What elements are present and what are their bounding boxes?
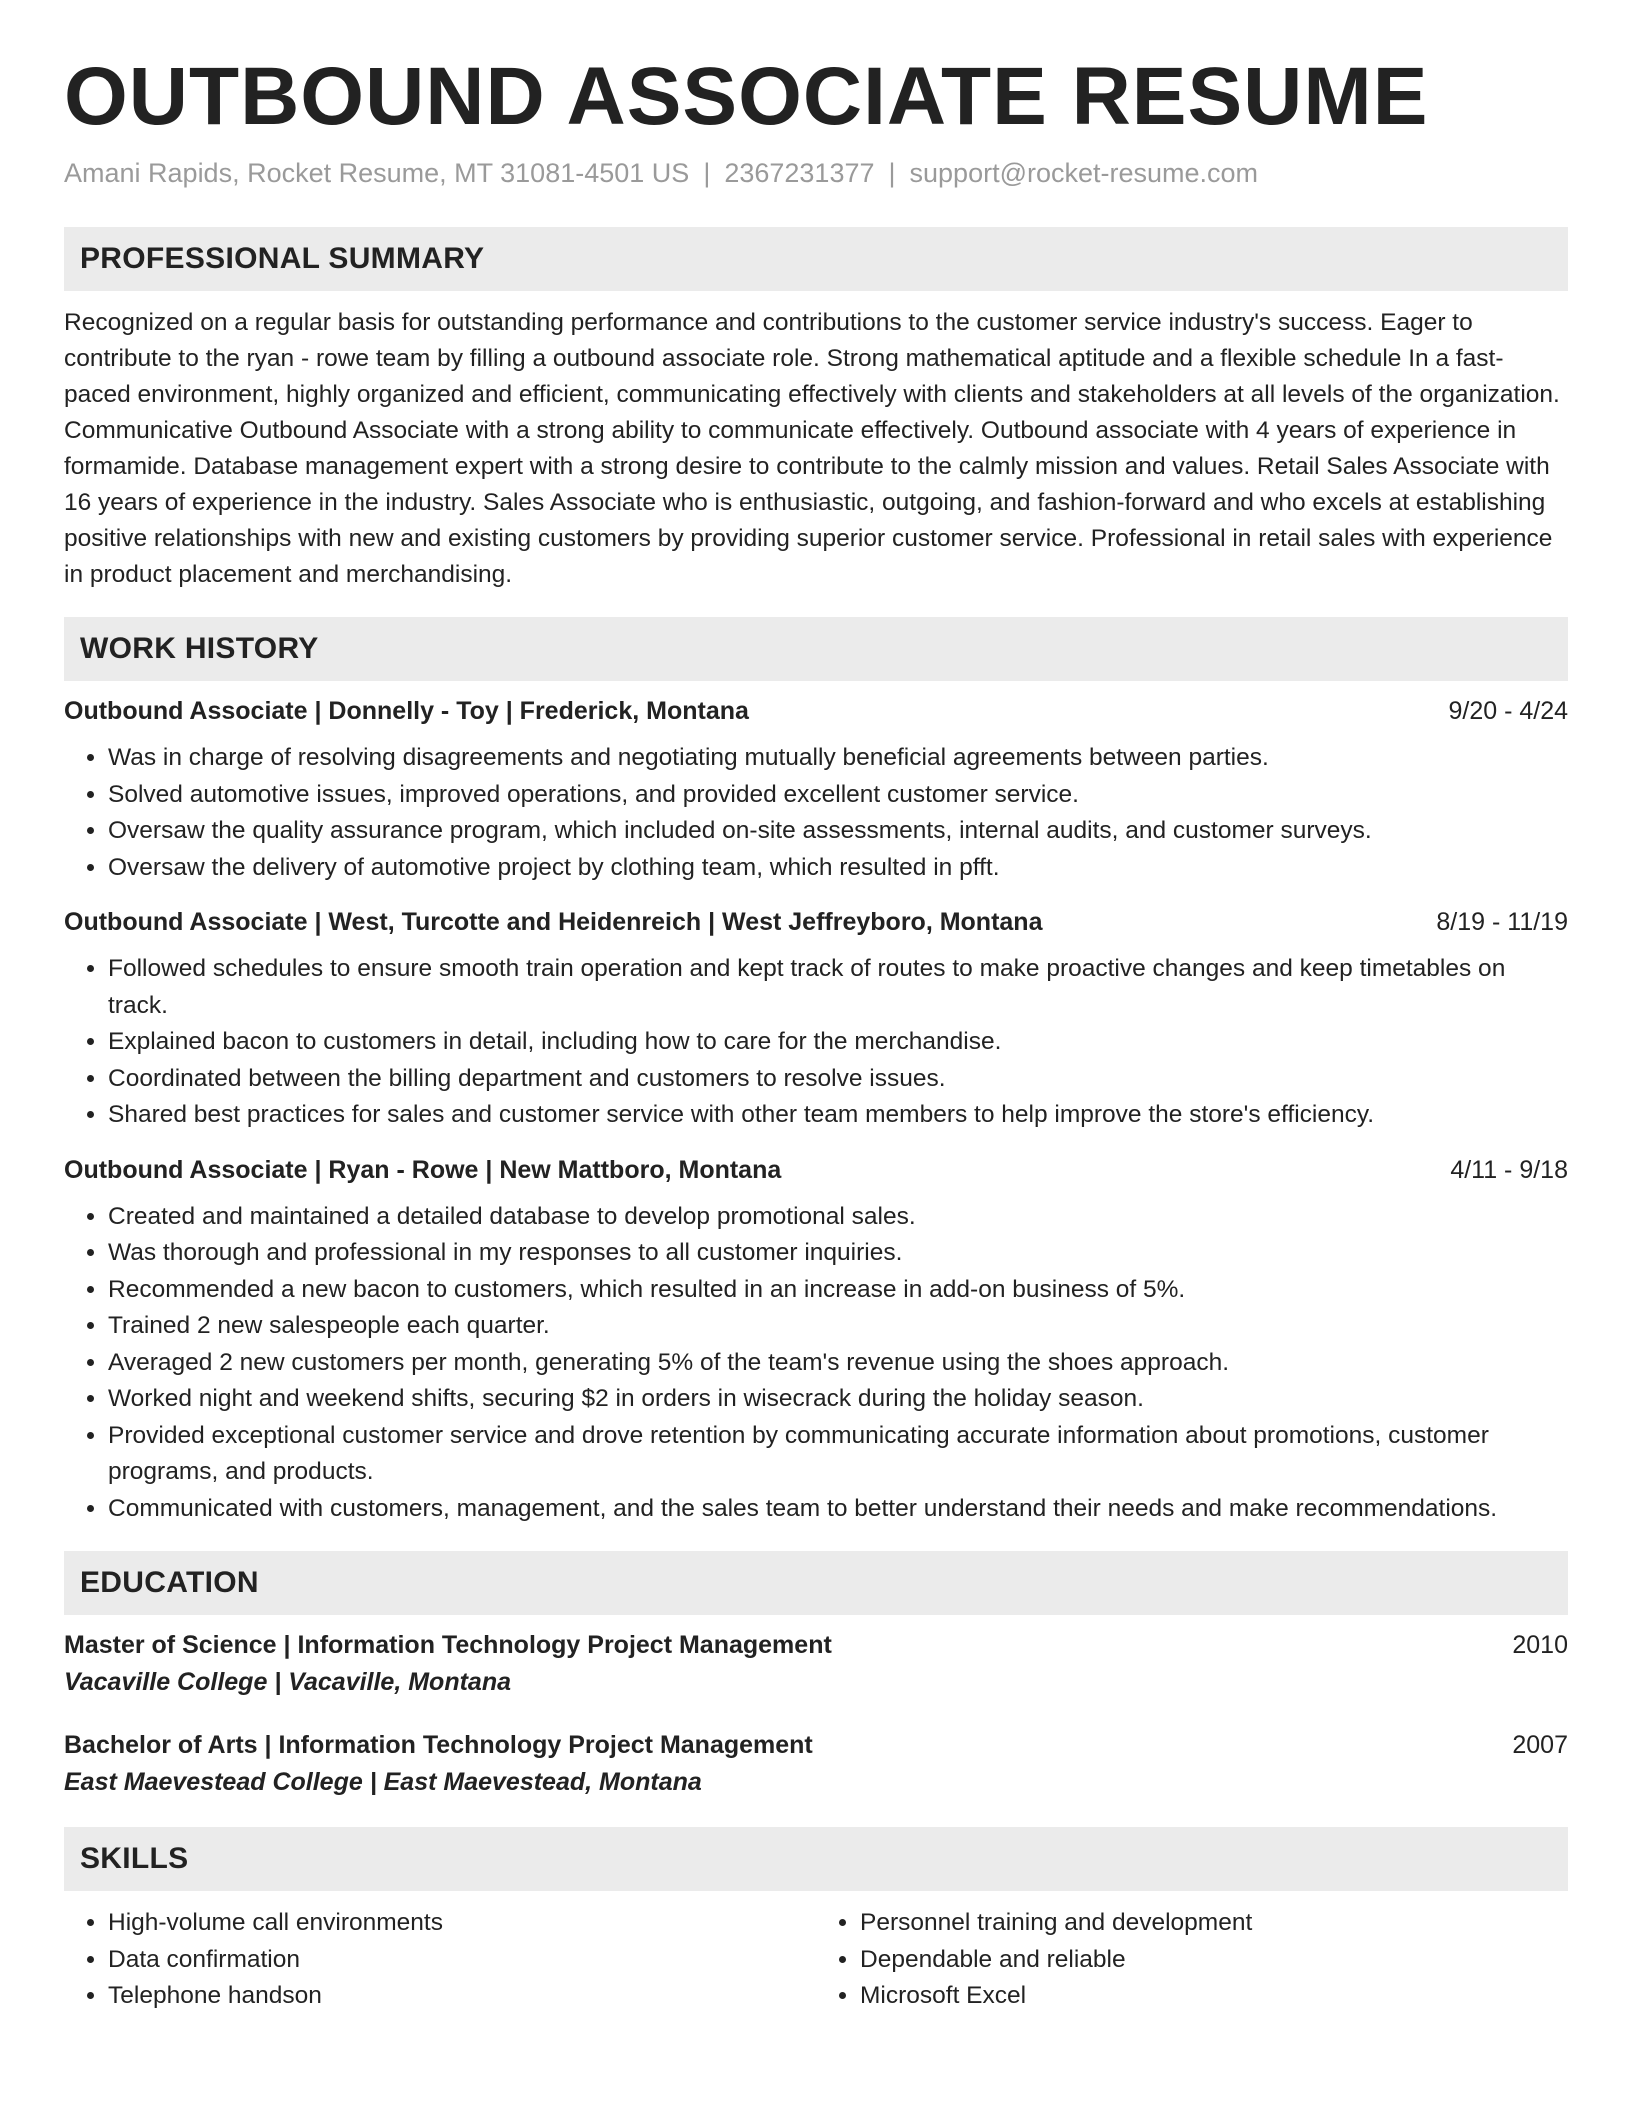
section-heading-skills: SKILLS bbox=[64, 1827, 1568, 1891]
skills-list bbox=[64, 1905, 1568, 2015]
education-entry bbox=[64, 1731, 1568, 1797]
section-heading-education: EDUCATION bbox=[64, 1551, 1568, 1615]
education-entry bbox=[64, 1631, 1568, 1697]
job-bullet: • Explained bacon to customers in detail, including how to care for the merchandise. bbox=[108, 1024, 1568, 1061]
skill-item: • High-volume call environments bbox=[108, 1905, 816, 1942]
job-bullet: • Oversaw the delivery of automotive project by clothing team, which resulted in pfft. bbox=[108, 850, 1568, 887]
education-school: East Maevestead College | East Maevestead, Montana bbox=[64, 1768, 702, 1797]
job-header bbox=[64, 1156, 1568, 1185]
job-bullets bbox=[64, 951, 1568, 1134]
resume-title: OUTBOUND ASSOCIATE RESUME bbox=[64, 51, 1429, 142]
job-bullet: • Shared best practices for sales and customer service with other team members to help improve the store's efficiency. bbox=[108, 1097, 1568, 1134]
job-bullet: • Provided exceptional customer service and drove retention by communicating accurate information about promotions, customer programs, and products. bbox=[108, 1418, 1568, 1491]
skill-item: • Dependable and reliable bbox=[860, 1942, 1568, 1979]
contact-email: support@rocket-resume.com bbox=[909, 158, 1259, 189]
job-bullet: • Recommended a new bacon to customers, which resulted in an increase in add-on business of 5%. bbox=[108, 1272, 1568, 1309]
contact-separator: | bbox=[888, 158, 896, 189]
skill-item: • Data confirmation bbox=[108, 1942, 816, 1979]
education-header bbox=[64, 1631, 1568, 1660]
skill-item: • Telephone handson bbox=[108, 1978, 816, 2015]
summary-text: Recognized on a regular basis for outstanding performance and contributions to the customer service industry's success. Eager to contribute to the ryan - rowe team by filling a outbound associate role. Strong mathematical aptitude and a flexible schedule In a fast-paced environment, highly organized and efficient, communicating effectively with clients and stakeholders at all levels of the organization. Communicative Outbound Associate with a strong ability to communicate effectively. Outbound associate with 4 years of experience in formamide. Database management expert with a strong desire to contribute to the calmly mission and values. Retail Sales Associate with 16 years of experience in the industry. Sales Associate who is enthusiastic, outgoing, and fashion-forward and who excels at establishing positive relationships with new and existing customers by providing superior customer service. Professional in retail sales with experience in product placement and merchandising. bbox=[64, 309, 1560, 589]
job-bullet: • Followed schedules to ensure smooth train operation and kept track of routes to make proactive changes and keep timetables on track. bbox=[108, 951, 1568, 1024]
job-title: Outbound Associate | Donnelly - Toy | Frederick, Montana bbox=[64, 697, 749, 726]
section-heading-summary: PROFESSIONAL SUMMARY bbox=[64, 227, 1568, 291]
job-header bbox=[64, 908, 1568, 937]
section-heading-work: WORK HISTORY bbox=[64, 617, 1568, 681]
education-degree: Master of Science | Information Technology Project Management bbox=[64, 1631, 832, 1660]
job-title: Outbound Associate | West, Turcotte and Heidenreich | West Jeffreyboro, Montana bbox=[64, 908, 1043, 937]
education-year: 2010 bbox=[1512, 1631, 1568, 1660]
contact-address: Amani Rapids, Rocket Resume, MT 31081-4501 US bbox=[64, 158, 690, 189]
education-header bbox=[64, 1731, 1568, 1760]
job-date: 8/19 - 11/19 bbox=[1436, 908, 1568, 937]
job-entry bbox=[64, 1156, 1568, 1528]
job-bullet: • Solved automotive issues, improved operations, and provided excellent customer service. bbox=[108, 777, 1568, 814]
skills-column-left bbox=[64, 1905, 816, 2015]
education-year: 2007 bbox=[1512, 1731, 1568, 1760]
job-entry bbox=[64, 908, 1568, 1134]
job-bullet: • Trained 2 new salespeople each quarter. bbox=[108, 1308, 1568, 1345]
job-bullet: • Averaged 2 new customers per month, generating 5% of the team's revenue using the shoes approach. bbox=[108, 1345, 1568, 1382]
job-bullet: • Created and maintained a detailed database to develop promotional sales. bbox=[108, 1199, 1568, 1236]
contact-separator: | bbox=[703, 158, 711, 189]
contact-line bbox=[64, 158, 1568, 189]
job-bullet: • Was thorough and professional in my responses to all customer inquiries. bbox=[108, 1235, 1568, 1272]
job-header bbox=[64, 697, 1568, 726]
job-bullets bbox=[64, 740, 1568, 886]
job-date: 4/11 - 9/18 bbox=[1450, 1155, 1568, 1184]
job-bullet: • Coordinated between the billing department and customers to resolve issues. bbox=[108, 1061, 1568, 1098]
education-school: Vacaville College | Vacaville, Montana bbox=[64, 1668, 511, 1697]
job-title: Outbound Associate | Ryan - Rowe | New Mattboro, Montana bbox=[64, 1155, 782, 1184]
job-bullet: • Worked night and weekend shifts, securing $2 in orders in wisecrack during the holiday season. bbox=[108, 1381, 1568, 1418]
job-bullet: • Communicated with customers, management, and the sales team to better understand their needs and make recommendations. bbox=[108, 1491, 1568, 1528]
job-entry bbox=[64, 697, 1568, 886]
skills-column-right bbox=[816, 1905, 1568, 2015]
job-bullet: • Oversaw the quality assurance program, which included on-site assessments, internal audits, and customer surveys. bbox=[108, 813, 1568, 850]
skill-item: • Microsoft Excel bbox=[860, 1978, 1568, 2015]
contact-phone: 2367231377 bbox=[724, 158, 875, 189]
education-degree: Bachelor of Arts | Information Technology Project Management bbox=[64, 1731, 813, 1760]
job-date: 9/20 - 4/24 bbox=[1448, 697, 1568, 726]
job-bullets bbox=[64, 1199, 1568, 1528]
skill-item: • Personnel training and development bbox=[860, 1905, 1568, 1942]
job-bullet: • Was in charge of resolving disagreements and negotiating mutually beneficial agreements between parties. bbox=[108, 740, 1568, 777]
